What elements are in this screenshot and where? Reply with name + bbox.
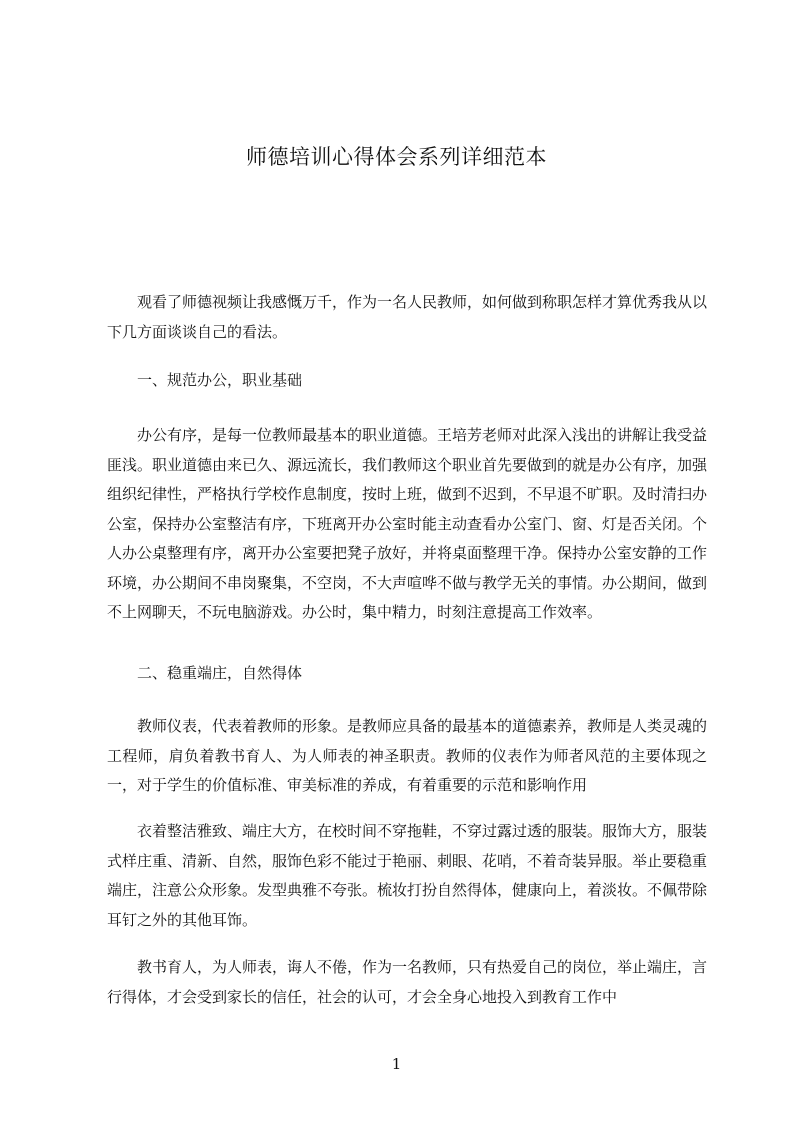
section-2-paragraph-3: 教书育人，为人师表，诲人不倦，作为一名教师，只有热爱自己的岗位，举止端庄，言行得体，才会受到家长的信任，社会的认可，才会全身心地投入到教育工作中 xyxy=(107,958,708,1006)
section-2-heading: 二、稳重端庄，自然得体 xyxy=(137,664,303,682)
section-2-paragraph-2: 衣着整洁雅致、端庄大方，在校时间不穿拖鞋，不穿过露过透的服装。服饰大方，服装式样庄重、清新、自然，服饰色彩不能过于艳丽、刺眼、花哨，不着奇装异服。举止要稳重端庄，注意公众形象。发型典雅不夸张。梳妆打扮自然得体，健康向上，着淡妆。不佩带除耳钉之外的其他耳饰。 xyxy=(107,822,708,929)
section-1-heading: 一、规范办公，职业基础 xyxy=(137,371,303,389)
page-number: 1 xyxy=(391,1055,402,1073)
section-2-paragraph-1: 教师仪表，代表着教师的形象。是教师应具备的最基本的道德素养，教师是人类灵魂的工程师，肩负着教书育人、为人师表的神圣职责。教师的仪表作为师者风范的主要体现之一，对于学生的价值标准、审美标准的养成，有着重要的示范和影响作用 xyxy=(107,717,708,794)
intro-paragraph: 观看了师德视频让我感慨万千，作为一名人民教师，如何做到称职怎样才算优秀我从以下几方面谈谈自己的看法。 xyxy=(107,293,708,341)
section-1-paragraph: 办公有序，是每一位教师最基本的职业道德。王培芳老师对此深入浅出的讲解让我受益匪浅。职业道德由来已久、源远流长，我们教师这个职业首先要做到的就是办公有序，加强组织纪律性，严格执行学校作息制度，按时上班，做到不迟到，不早退不旷职。及时清扫办公室，保持办公室整洁有序，下班离开办公室时能主动查看办公室门、窗、灯是否关闭。个人办公桌整理有序，离开办公室要把凳子放好，并将桌面整理干净。保持办公室安静的工作环境，办公期间不串岗聚集，不空岗，不大声喧哗不做与教学无关的事情。办公期间，做到不上网聊天，不玩电脑游戏。办公时，集中精力，时刻注意提高工作效率。 xyxy=(107,426,708,621)
document-title: 师德培训心得体会系列详细范本 xyxy=(246,145,547,169)
